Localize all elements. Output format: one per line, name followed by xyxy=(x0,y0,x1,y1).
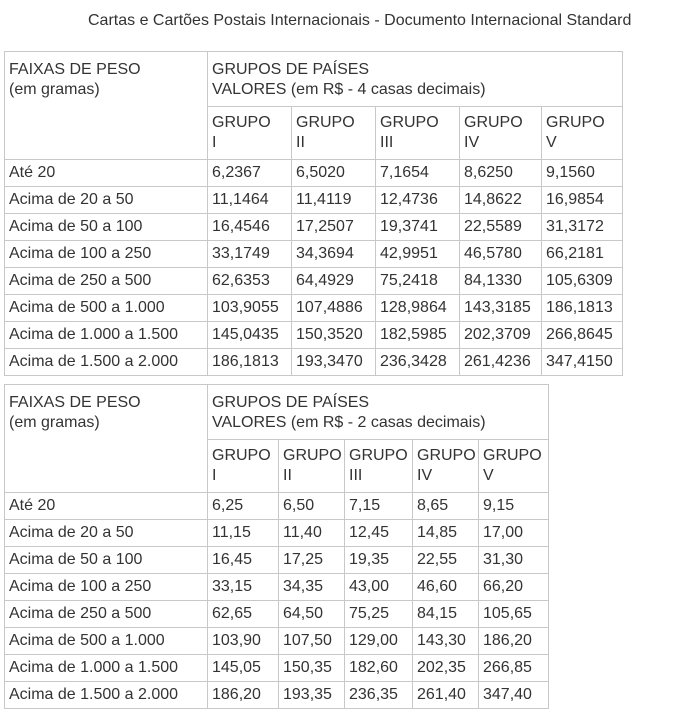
group-label-line: II xyxy=(296,134,305,151)
table-row xyxy=(5,655,549,682)
group-label-line: I xyxy=(212,467,217,484)
price-cell: 186,20 xyxy=(479,628,549,655)
country-groups-header xyxy=(208,385,549,440)
table-row xyxy=(5,268,623,295)
table-row xyxy=(5,493,549,520)
table-row xyxy=(5,322,623,349)
price-cell: 143,3185 xyxy=(460,295,542,322)
table-row xyxy=(5,601,549,628)
price-cell: 33,15 xyxy=(208,574,279,601)
weight-range-cell: Acima de 250 a 500 xyxy=(5,268,208,295)
price-cell: 46,5780 xyxy=(460,241,542,268)
weight-range-cell: Acima de 20 a 50 xyxy=(5,187,208,214)
price-cell: 105,65 xyxy=(479,601,549,628)
weight-range-cell: Acima de 20 a 50 xyxy=(5,520,208,547)
weight-range-header-line: (em gramas) xyxy=(9,81,100,98)
price-cell: 84,1330 xyxy=(460,268,542,295)
price-cell: 14,8622 xyxy=(460,187,542,214)
table-header-row xyxy=(5,52,623,107)
price-cell: 16,9854 xyxy=(542,187,623,214)
table-row xyxy=(5,349,623,376)
price-cell: 43,00 xyxy=(345,574,413,601)
price-cell: 261,40 xyxy=(413,682,479,709)
group-label-line: III xyxy=(349,467,363,484)
price-cell: 6,2367 xyxy=(208,160,292,187)
weight-range-header xyxy=(5,385,208,493)
price-cell: 64,4929 xyxy=(292,268,376,295)
group-label xyxy=(479,440,549,493)
table-header-row xyxy=(5,385,549,440)
weight-range-cell: Acima de 50 a 100 xyxy=(5,214,208,241)
weight-range-header-line: (em gramas) xyxy=(9,414,100,431)
group-label xyxy=(208,440,279,493)
price-cell: 17,00 xyxy=(479,520,549,547)
price-cell: 11,4119 xyxy=(292,187,376,214)
price-cell: 150,3520 xyxy=(292,322,376,349)
price-cell: 107,4886 xyxy=(292,295,376,322)
group-label-line: IV xyxy=(417,467,433,484)
price-cell: 186,1813 xyxy=(542,295,623,322)
group-label-line: GRUPO xyxy=(380,114,439,131)
weight-range-cell: Acima de 1.500 a 2.000 xyxy=(5,349,208,376)
price-cell: 145,0435 xyxy=(208,322,292,349)
price-cell: 34,35 xyxy=(279,574,345,601)
price-cell: 7,15 xyxy=(345,493,413,520)
price-cell: 236,35 xyxy=(345,682,413,709)
weight-range-cell: Acima de 250 a 500 xyxy=(5,601,208,628)
country-groups-header-line: VALORES (em R$ - 2 casas decimais) xyxy=(212,414,486,431)
group-label-line: GRUPO xyxy=(483,447,542,464)
group-label xyxy=(208,107,292,160)
rates-table-4-decimals xyxy=(4,51,623,376)
price-cell: 150,35 xyxy=(279,655,345,682)
price-cell: 186,1813 xyxy=(208,349,292,376)
group-label xyxy=(376,107,460,160)
price-cell: 64,50 xyxy=(279,601,345,628)
table-row xyxy=(5,187,623,214)
price-cell: 22,55 xyxy=(413,547,479,574)
weight-range-cell: Até 20 xyxy=(5,160,208,187)
price-cell: 17,25 xyxy=(279,547,345,574)
price-cell: 19,3741 xyxy=(376,214,460,241)
price-cell: 62,6353 xyxy=(208,268,292,295)
price-cell: 7,1654 xyxy=(376,160,460,187)
price-cell: 8,65 xyxy=(413,493,479,520)
group-label-line: II xyxy=(283,467,292,484)
group-label xyxy=(345,440,413,493)
price-cell: 75,2418 xyxy=(376,268,460,295)
price-cell: 128,9864 xyxy=(376,295,460,322)
table-row xyxy=(5,241,623,268)
weight-range-cell: Acima de 100 a 250 xyxy=(5,241,208,268)
price-cell: 31,30 xyxy=(479,547,549,574)
table-row xyxy=(5,547,549,574)
weight-range-cell: Acima de 500 a 1.000 xyxy=(5,628,208,655)
country-groups-header xyxy=(208,52,623,107)
price-cell: 202,3709 xyxy=(460,322,542,349)
price-cell: 347,4150 xyxy=(542,349,623,376)
group-label-line: V xyxy=(546,134,557,151)
price-cell: 11,1464 xyxy=(208,187,292,214)
price-cell: 266,8645 xyxy=(542,322,623,349)
weight-range-cell: Acima de 100 a 250 xyxy=(5,574,208,601)
price-cell: 11,40 xyxy=(279,520,345,547)
price-cell: 16,4546 xyxy=(208,214,292,241)
table-row xyxy=(5,520,549,547)
price-cell: 143,30 xyxy=(413,628,479,655)
price-cell: 8,6250 xyxy=(460,160,542,187)
price-cell: 182,5985 xyxy=(376,322,460,349)
group-label xyxy=(542,107,623,160)
price-cell: 12,4736 xyxy=(376,187,460,214)
price-cell: 84,15 xyxy=(413,601,479,628)
page-title: Cartas e Cartões Postais Internacionais - Documento Internacional Standard xyxy=(88,12,632,29)
price-cell: 107,50 xyxy=(279,628,345,655)
weight-range-cell: Acima de 500 a 1.000 xyxy=(5,295,208,322)
group-label xyxy=(292,107,376,160)
weight-range-header-line: FAIXAS DE PESO xyxy=(9,61,141,78)
weight-range-header xyxy=(5,52,208,160)
weight-range-cell: Acima de 50 a 100 xyxy=(5,547,208,574)
price-cell: 145,05 xyxy=(208,655,279,682)
group-label-line: I xyxy=(212,134,217,151)
price-cell: 9,15 xyxy=(479,493,549,520)
price-cell: 22,5589 xyxy=(460,214,542,241)
table-row xyxy=(5,295,623,322)
price-cell: 105,6309 xyxy=(542,268,623,295)
country-groups-header-line: VALORES (em R$ - 4 casas decimais) xyxy=(212,81,486,98)
weight-range-cell: Até 20 xyxy=(5,493,208,520)
price-cell: 266,85 xyxy=(479,655,549,682)
table-row xyxy=(5,628,549,655)
price-cell: 6,50 xyxy=(279,493,345,520)
table-row xyxy=(5,214,623,241)
group-label-line: V xyxy=(483,467,494,484)
group-label-line: GRUPO xyxy=(283,447,342,464)
weight-range-cell: Acima de 1.000 a 1.500 xyxy=(5,322,208,349)
group-label-line: GRUPO xyxy=(417,447,476,464)
price-cell: 6,5020 xyxy=(292,160,376,187)
group-label xyxy=(413,440,479,493)
price-cell: 193,35 xyxy=(279,682,345,709)
weight-range-cell: Acima de 1.500 a 2.000 xyxy=(5,682,208,709)
price-cell: 16,45 xyxy=(208,547,279,574)
group-label-line: GRUPO xyxy=(349,447,408,464)
price-cell: 46,60 xyxy=(413,574,479,601)
weight-range-cell: Acima de 1.000 a 1.500 xyxy=(5,655,208,682)
price-cell: 31,3172 xyxy=(542,214,623,241)
group-label-line: GRUPO xyxy=(296,114,355,131)
price-cell: 103,9055 xyxy=(208,295,292,322)
price-cell: 33,1749 xyxy=(208,241,292,268)
price-cell: 19,35 xyxy=(345,547,413,574)
table-row xyxy=(5,682,549,709)
group-label-line: GRUPO xyxy=(212,447,271,464)
rates-table-2-decimals xyxy=(4,384,549,709)
price-cell: 9,1560 xyxy=(542,160,623,187)
price-cell: 66,20 xyxy=(479,574,549,601)
group-label xyxy=(460,107,542,160)
price-cell: 193,3470 xyxy=(292,349,376,376)
price-cell: 103,90 xyxy=(208,628,279,655)
group-label xyxy=(279,440,345,493)
price-cell: 236,3428 xyxy=(376,349,460,376)
price-cell: 34,3694 xyxy=(292,241,376,268)
weight-range-header-line: FAIXAS DE PESO xyxy=(9,394,141,411)
price-cell: 42,9951 xyxy=(376,241,460,268)
price-cell: 12,45 xyxy=(345,520,413,547)
group-label-line: GRUPO xyxy=(464,114,523,131)
price-cell: 6,25 xyxy=(208,493,279,520)
group-label-line: IV xyxy=(464,134,480,151)
group-label-line: GRUPO xyxy=(546,114,605,131)
price-cell: 11,15 xyxy=(208,520,279,547)
price-cell: 182,60 xyxy=(345,655,413,682)
price-cell: 347,40 xyxy=(479,682,549,709)
price-cell: 14,85 xyxy=(413,520,479,547)
table-row xyxy=(5,574,549,601)
price-cell: 186,20 xyxy=(208,682,279,709)
country-groups-header-line: GRUPOS DE PAÍSES xyxy=(212,394,370,411)
price-cell: 75,25 xyxy=(345,601,413,628)
table-row xyxy=(5,160,623,187)
price-cell: 66,2181 xyxy=(542,241,623,268)
price-cell: 261,4236 xyxy=(460,349,542,376)
group-label-line: GRUPO xyxy=(212,114,271,131)
price-cell: 62,65 xyxy=(208,601,279,628)
price-cell: 202,35 xyxy=(413,655,479,682)
price-cell: 129,00 xyxy=(345,628,413,655)
group-label-line: III xyxy=(380,134,394,151)
price-cell: 17,2507 xyxy=(292,214,376,241)
country-groups-header-line: GRUPOS DE PAÍSES xyxy=(212,61,370,78)
